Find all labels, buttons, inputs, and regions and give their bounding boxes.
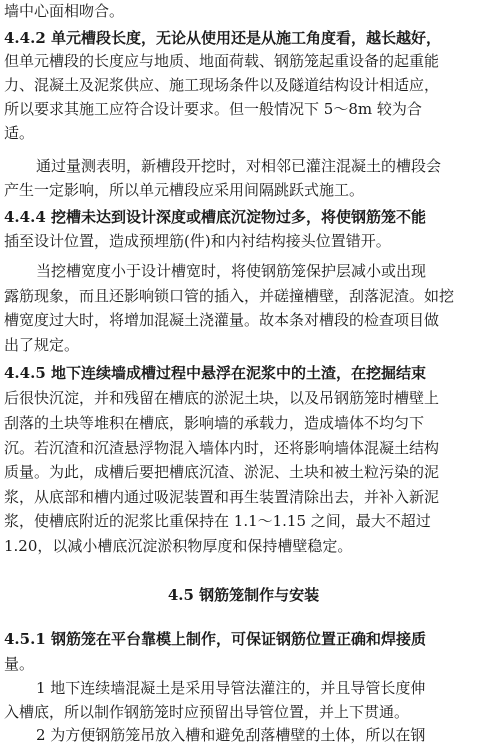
text-line-17: 刮落的土块等堆积在槽底，影响墙的承载力，造成墙体不均匀下 (4, 414, 425, 432)
section-heading-4-5: 4.5 钢筋笼制作与安装 (167, 586, 320, 604)
text-line-8: 产生一定影响，所以单元槽段应采用间隔跳跃式施工。 (4, 181, 365, 199)
clause-4-4-4-line: 4.4.4 挖槽未达到设计深度或槽底沉淀物过多，将使钢筋笼不能 (4, 208, 426, 226)
text-line-18: 沉。若沉渣和沉渣悬浮物混入墙体内时，还将影响墙体混凝土结构 (4, 439, 440, 457)
text-line-25: 量。 (4, 655, 35, 673)
text-line-4: 力、混凝土及泥浆供应、施工现场条件以及隧道结构设计相适应， (4, 76, 440, 94)
text-line-22: 1.20，以减小槽底沉淀淤积物厚度和保持槽壁稳定。 (4, 537, 353, 555)
text-line-21: 浆，使槽底附近的泥浆比重保持在 1.1～1.15 之间，最大不超过 (4, 512, 431, 530)
text-line-26: 1 地下连续墙混凝土是采用导管法灌注的，并且导管长度伸 (36, 679, 426, 697)
text-line-10: 插至设计位置，造成预埋筋(件)和内衬结构接头位置错开。 (4, 232, 391, 250)
text-line-11: 当挖槽宽度小于设计槽宽时，将使钢筋笼保护层减小或出现 (36, 262, 427, 280)
clause-4-4-5-line: 4.4.5 地下连续墙成槽过程中悬浮在泥浆中的土渣，在挖掘结束 (4, 364, 426, 382)
text-line-3: 但单元槽段的长度应与地质、地面荷载、钢筋笼起重设备的起重能 (4, 52, 440, 70)
text-line-7: 通过量测表明，新槽段开挖时，对相邻已灌注混凝土的槽段会 (36, 157, 442, 175)
text-line-20: 浆，从底部和槽内通过吸泥装置和再生装置清除出去，并补入新泥 (4, 488, 440, 506)
text-line-12: 露筋现象，而且还影响锁口管的插入，并磋撞槽壁，刮落泥渣。如挖 (4, 287, 455, 305)
text-line-28: 2 为方便钢筋笼吊放入槽和避免刮落槽壁的土体，所以在钢 (36, 726, 426, 744)
text-line-16: 后很快沉淀，并和残留在槽底的淤泥土块，以及吊钢筋笼时槽壁上 (4, 389, 440, 407)
text-line-6: 适。 (4, 124, 35, 142)
clause-4-5-1-line: 4.5.1 钢筋笼在平台靠模上制作，可保证钢筋位置正确和焊接质 (4, 630, 426, 648)
text-line-27: 入槽底，所以制作钢筋笼时应预留出导管位置，并上下贯通。 (4, 703, 410, 721)
clause-4-4-2-line: 4.4.2 单元槽段长度，无论从使用还是从施工角度看，越长越好， (4, 29, 441, 47)
text-line-19: 质量。为此，成槽后要把槽底沉渣、淤泥、土块和被土粒污染的泥 (4, 463, 440, 481)
text-line-1: 墙中心面相吻合。 (4, 2, 125, 20)
text-line-5: 所以要求其施工应符合设计要求。但一般情况下 5～8m 较为合 (4, 100, 422, 118)
text-line-13: 槽宽度过大时，将增加混凝土浇灌量。故本条对槽段的检查项目做 (4, 311, 440, 329)
text-line-14: 出了规定。 (4, 336, 80, 354)
